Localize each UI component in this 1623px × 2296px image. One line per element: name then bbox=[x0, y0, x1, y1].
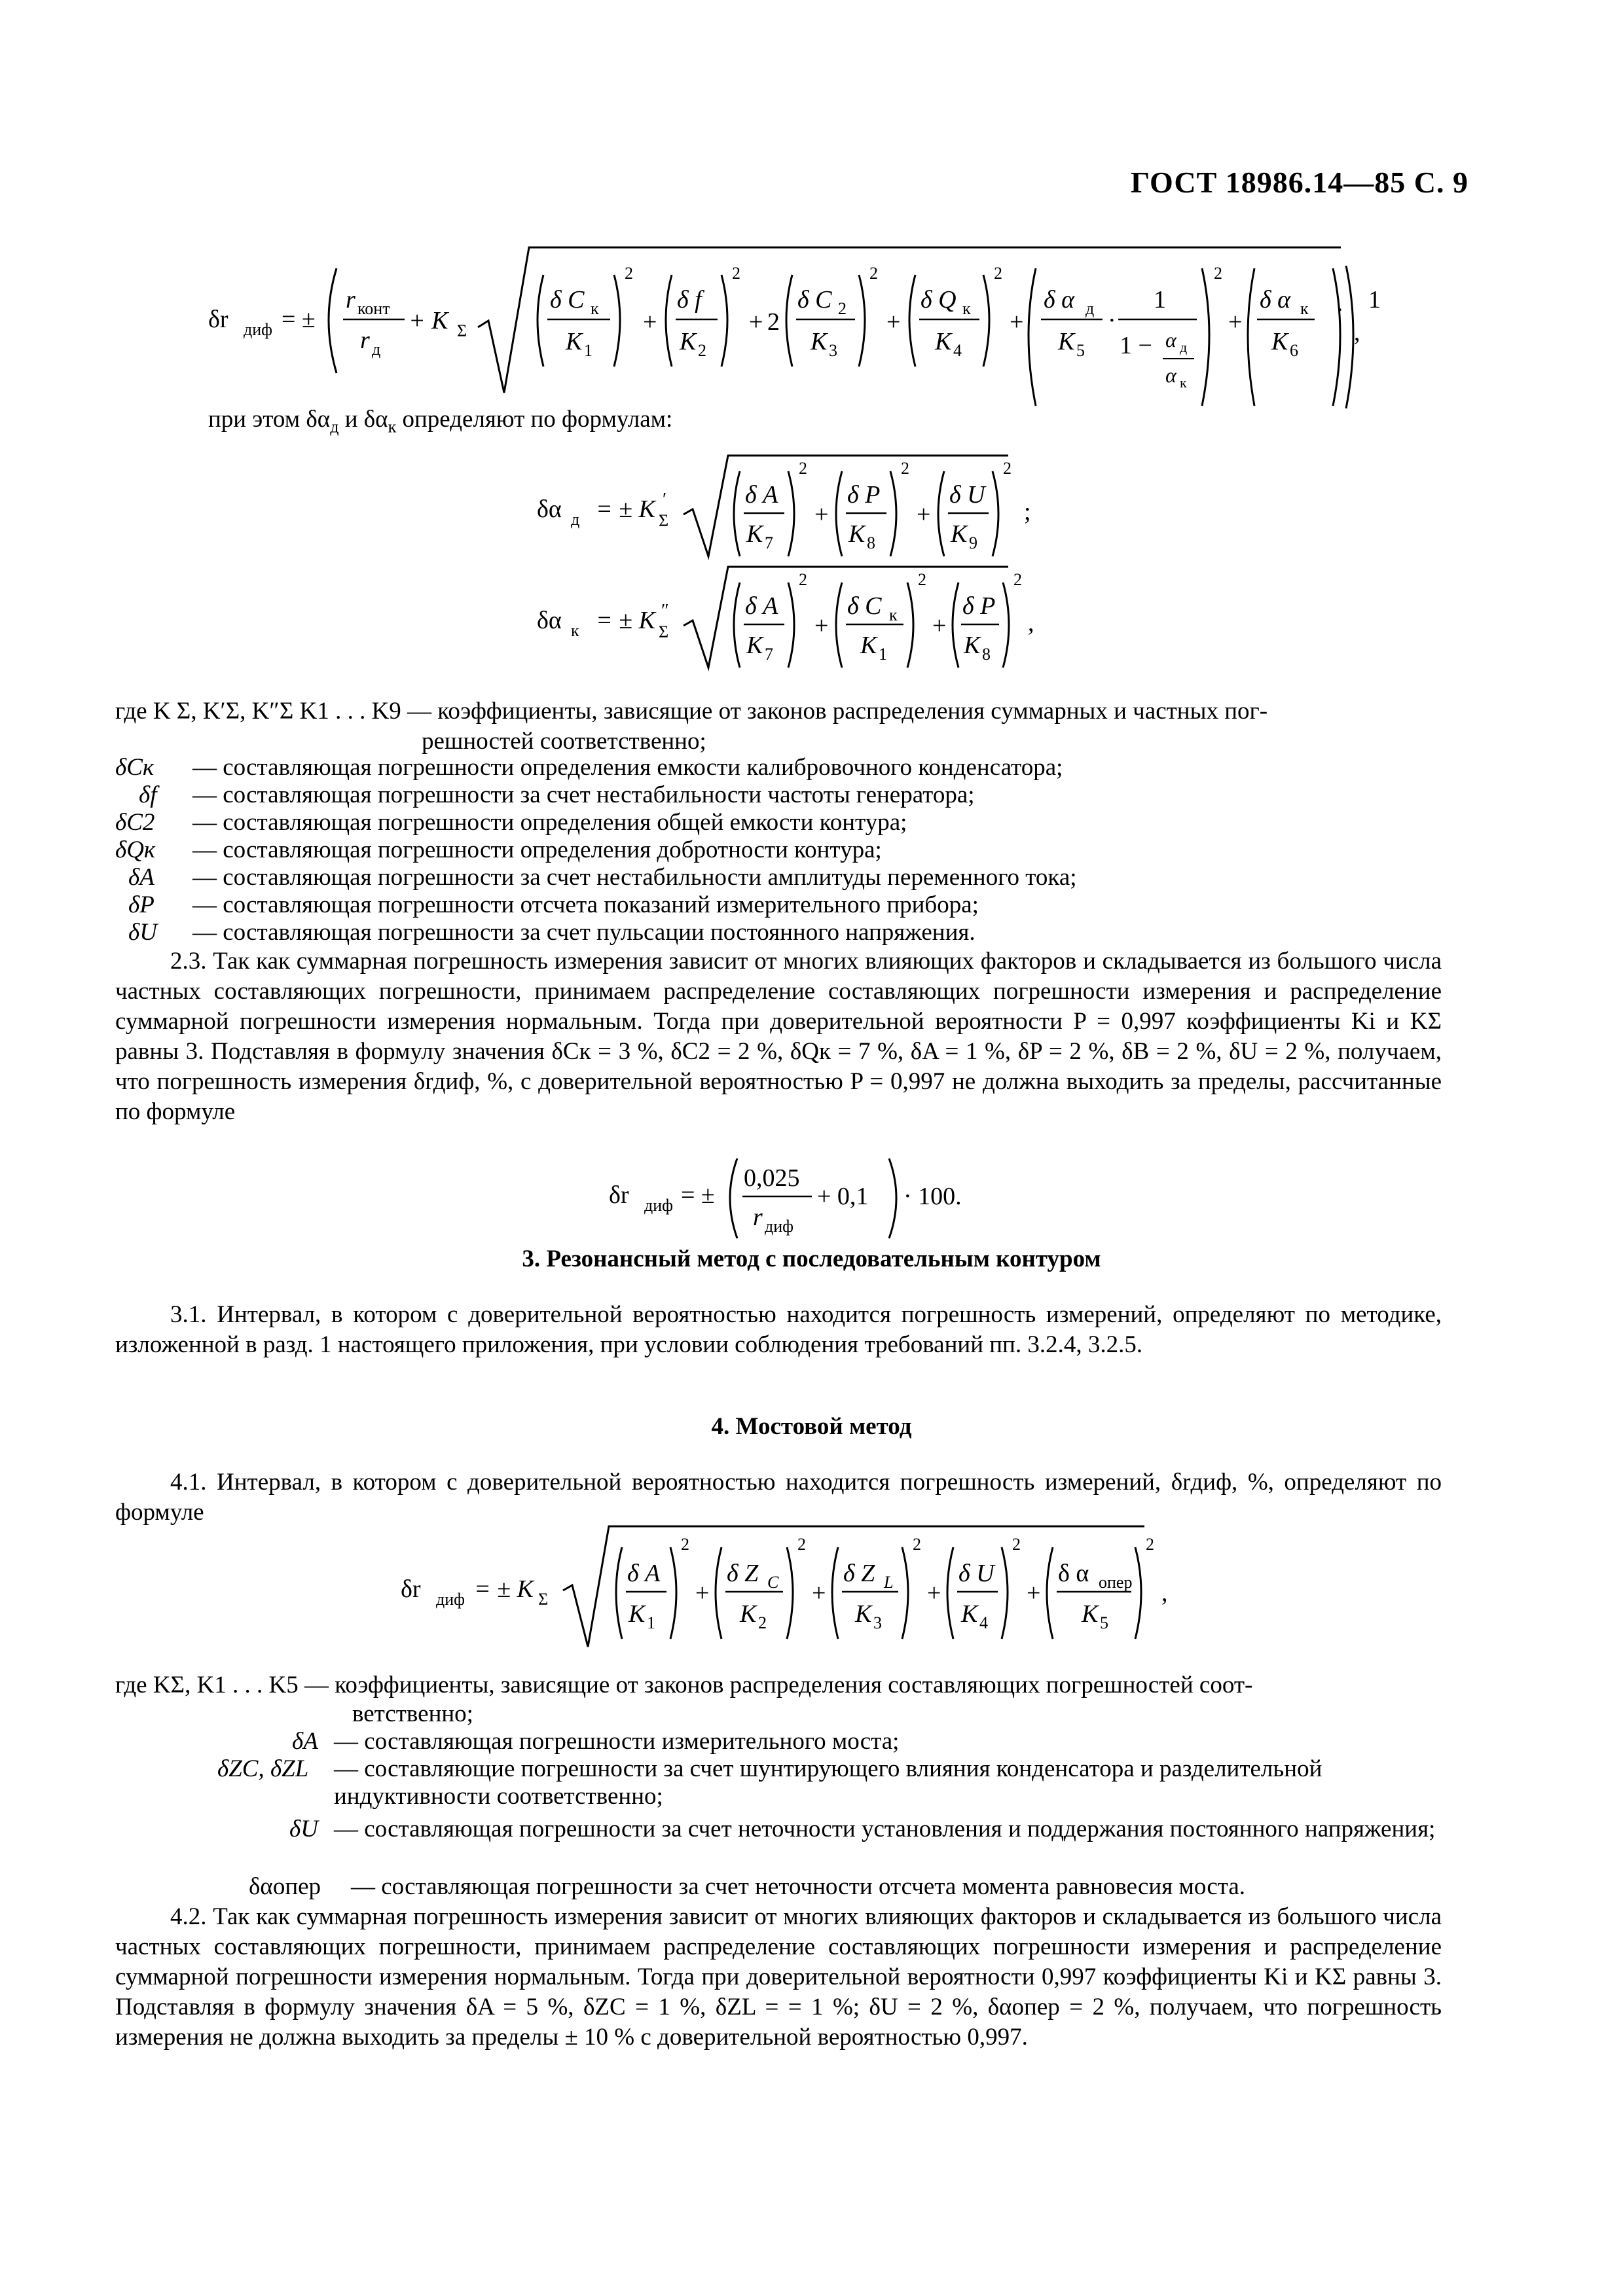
svg-text:2: 2 bbox=[1214, 264, 1222, 283]
svg-text:,: , bbox=[1161, 1579, 1168, 1607]
svg-text:+: + bbox=[643, 308, 657, 336]
svg-text:δr: δr bbox=[609, 1181, 629, 1209]
svg-text:2: 2 bbox=[918, 570, 926, 589]
svg-text:δ P: δ P bbox=[962, 592, 996, 620]
svg-text:конт: конт bbox=[357, 299, 390, 318]
svg-text:д: д bbox=[571, 510, 580, 529]
svg-text:к: к bbox=[591, 299, 599, 318]
svg-text:K: K bbox=[1082, 1600, 1099, 1628]
svg-text:+: + bbox=[886, 308, 901, 336]
svg-text:+: + bbox=[749, 308, 763, 336]
svg-text:″: ″ bbox=[661, 601, 669, 621]
defs2-lead-cont: ветственно; bbox=[352, 1700, 473, 1727]
svg-text:2: 2 bbox=[758, 1613, 767, 1632]
svg-text:′: ′ bbox=[663, 490, 667, 510]
svg-text:K: K bbox=[680, 328, 697, 355]
svg-text:к: к bbox=[1180, 374, 1187, 391]
svg-text:C: C bbox=[767, 1573, 779, 1592]
svg-text:к: к bbox=[962, 299, 971, 318]
svg-text:4: 4 bbox=[979, 1613, 988, 1632]
svg-text:K: K bbox=[1058, 328, 1075, 355]
svg-text:+: + bbox=[917, 501, 931, 528]
svg-text:δ P: δ P bbox=[847, 481, 881, 509]
svg-text:δ Q: δ Q bbox=[921, 286, 957, 314]
formula-delta-r-dif-1 bbox=[208, 242, 1374, 432]
svg-text:2: 2 bbox=[1013, 570, 1022, 589]
svg-text:2: 2 bbox=[901, 459, 909, 478]
svg-text:1: 1 bbox=[1368, 286, 1381, 314]
svg-text:δ U: δ U bbox=[949, 481, 985, 509]
svg-text:опер: опер bbox=[1099, 1573, 1133, 1592]
svg-text:2: 2 bbox=[799, 459, 807, 478]
svg-text:1: 1 bbox=[647, 1613, 655, 1632]
formula-delta-r-dif-2 bbox=[609, 1149, 1015, 1247]
defs1-lead-cont: решностей соответственно; bbox=[422, 728, 706, 755]
svg-text:диф: диф bbox=[244, 320, 272, 339]
svg-text:K: K bbox=[848, 520, 866, 548]
svg-text:K: K bbox=[935, 328, 952, 355]
svg-text:3: 3 bbox=[829, 341, 837, 360]
svg-text:+: + bbox=[1228, 308, 1243, 336]
svg-text:1: 1 bbox=[584, 341, 593, 360]
svg-text:2: 2 bbox=[1012, 1535, 1021, 1554]
svg-text:диф: диф bbox=[644, 1196, 673, 1215]
svg-text:·: · bbox=[1108, 307, 1116, 334]
svg-text:δ C: δ C bbox=[797, 286, 832, 314]
svg-text:1 −: 1 − bbox=[1120, 332, 1152, 359]
svg-text:2: 2 bbox=[625, 264, 633, 283]
svg-text:α: α bbox=[1165, 328, 1176, 351]
defs2-list: δA — составляющая погрешности измерительного моста; δZC, δZL — составляющие погрешности за счет шунтирующего влияния конденсатора и разделительной индуктивности соответственно; δU — составляющая погрешности за счет неточности установления и поддержания постоянного напряжения; δαопер — составляющая погрешности за счет неточности отсчета момента равновесия моста. bbox=[217, 1728, 1436, 1900]
svg-text:Σ: Σ bbox=[538, 1590, 549, 1609]
svg-text:K: K bbox=[855, 1600, 872, 1628]
svg-text:8: 8 bbox=[867, 533, 875, 552]
svg-text:δα: δα bbox=[537, 607, 562, 634]
svg-text:K: K bbox=[860, 632, 877, 659]
svg-text:+: + bbox=[812, 1579, 826, 1607]
svg-text:δ U: δ U bbox=[958, 1560, 994, 1587]
svg-text:·: · bbox=[1336, 296, 1344, 324]
svg-text:2: 2 bbox=[797, 1535, 806, 1554]
svg-text:5: 5 bbox=[1100, 1613, 1108, 1632]
svg-text:9: 9 bbox=[969, 533, 977, 552]
svg-text:K: K bbox=[1271, 328, 1288, 355]
svg-text:δ A: δ A bbox=[745, 592, 778, 620]
svg-text:δ Z: δ Z bbox=[843, 1560, 875, 1587]
svg-text:,: , bbox=[1354, 319, 1360, 346]
svg-text:+: + bbox=[1027, 1579, 1041, 1607]
svg-text:K: K bbox=[740, 1600, 757, 1628]
formula-delta-r-dif-3 bbox=[401, 1518, 1186, 1656]
svg-text:2: 2 bbox=[1003, 459, 1012, 478]
svg-text:2: 2 bbox=[869, 264, 878, 283]
f1-lhs: δr bbox=[208, 306, 228, 333]
paragraph-3-1: 3.1. Интервал, в котором с доверительной вероятностью находится погрешность измерений, определяют по методике, изложенной в разд. 1 настоящего приложения, при условии соблюдения требований пп. 3.2.4, 3.2.5. bbox=[115, 1301, 1442, 1358]
svg-text:r: r bbox=[753, 1204, 763, 1231]
svg-text:2: 2 bbox=[681, 1535, 689, 1554]
svg-text:к: к bbox=[889, 605, 898, 624]
defs1-lead: где K Σ, K′Σ, K″Σ K1 . . . K9 — коэффициенты, зависящие от законов распределения суммарных и частных пог- bbox=[115, 698, 1268, 725]
svg-text:,: , bbox=[1028, 609, 1034, 637]
svg-text:Σ: Σ bbox=[659, 622, 669, 641]
svg-text:2: 2 bbox=[767, 308, 780, 336]
svg-text:;: ; bbox=[1024, 498, 1031, 526]
svg-text:2: 2 bbox=[838, 299, 847, 318]
svg-text:к: к bbox=[1300, 299, 1309, 318]
svg-text:+: + bbox=[814, 501, 829, 528]
svg-text:8: 8 bbox=[982, 645, 991, 664]
svg-text:1: 1 bbox=[879, 645, 887, 664]
formula-1-term6-tail bbox=[1296, 288, 1427, 419]
svg-text:2: 2 bbox=[913, 1535, 921, 1554]
formula-delta-alpha-k bbox=[537, 563, 1048, 674]
svg-text:δ f: δ f bbox=[677, 286, 702, 314]
svg-text:2: 2 bbox=[1146, 1535, 1154, 1554]
svg-text:2: 2 bbox=[994, 264, 1002, 283]
svg-text:д: д bbox=[1180, 339, 1188, 355]
svg-text:δ Z: δ Z bbox=[727, 1560, 759, 1587]
svg-text:диф: диф bbox=[436, 1590, 465, 1609]
svg-text:= ± K: = ± K bbox=[474, 1575, 534, 1603]
section-4-title: 4. Мостовой метод bbox=[711, 1413, 912, 1440]
svg-text:д: д bbox=[1085, 299, 1095, 318]
section-3-title: 3. Резонансный метод с последовательным контуром bbox=[522, 1246, 1101, 1272]
svg-text:6: 6 bbox=[1290, 341, 1298, 360]
svg-text:δ α: δ α bbox=[1058, 1560, 1089, 1587]
svg-text:+: + bbox=[695, 1579, 710, 1607]
svg-text:= ± K: = ± K bbox=[596, 607, 655, 634]
svg-text:K: K bbox=[951, 520, 968, 548]
svg-text:K: K bbox=[746, 632, 763, 659]
svg-text:δ A: δ A bbox=[745, 481, 778, 509]
svg-text:K: K bbox=[811, 328, 828, 355]
svg-text:+ 0,1: + 0,1 bbox=[817, 1183, 869, 1210]
svg-text:0,025: 0,025 bbox=[744, 1164, 800, 1192]
paragraph-4-2: 4.2. Так как суммарная погрешность измерения зависит от многих влияющих факторов и складывается из большого числа частных составляющих погрешности, принимаем распределение составляющих погрешности измерения и распределение суммарной погрешности измерения нормальным. Тогда при доверительной вероятности 0,997 коэффициенты Ki и KΣ равны 3. Подставляя в формулу значения δA = 5 %, δZC = 1 %, δZL = = 1 %; δU = 2 %, δαопер = 2 %, получаем, что погрешность измерения не должна выходить за пределы ± 10 % с доверительной вероятностью 0,997. bbox=[115, 1903, 1442, 2051]
svg-text:7: 7 bbox=[765, 645, 773, 664]
svg-text:α: α bbox=[1165, 363, 1176, 387]
svg-text:K: K bbox=[964, 632, 981, 659]
svg-text:Σ: Σ bbox=[659, 511, 669, 530]
svg-text:2: 2 bbox=[698, 341, 706, 360]
svg-text:+: + bbox=[814, 612, 829, 639]
svg-text:5: 5 bbox=[1076, 341, 1085, 360]
defs2-lead: где KΣ, K1 . . . K5 — коэффициенты, зависящие от законов распределения составляющих погрешностей соот- bbox=[115, 1672, 1253, 1698]
svg-text:= ± K: = ± K bbox=[596, 495, 655, 523]
formula-1-intro: при этом $\delta\alpha_д$ и $\delta\alpha_к$ определяют по формулам: bbox=[208, 406, 673, 437]
svg-text:δr: δr bbox=[401, 1575, 421, 1603]
svg-text:7: 7 bbox=[765, 533, 773, 552]
svg-text:K: K bbox=[566, 328, 583, 355]
svg-text:диф: диф bbox=[765, 1217, 793, 1236]
svg-text:Σ: Σ bbox=[457, 321, 467, 340]
svg-text:K: K bbox=[961, 1600, 978, 1628]
svg-text:2: 2 bbox=[732, 264, 740, 283]
svg-text:δα: δα bbox=[537, 495, 562, 523]
formula-delta-alpha-d bbox=[537, 452, 1048, 563]
svg-text:4: 4 bbox=[953, 341, 962, 360]
svg-text:· 100.: · 100. bbox=[903, 1183, 962, 1210]
svg-text:r: r bbox=[346, 286, 356, 314]
svg-text:K: K bbox=[746, 520, 763, 548]
svg-text:L: L bbox=[884, 1573, 894, 1592]
svg-text:= ±: = ± bbox=[282, 306, 316, 333]
paragraph-2-3: 2.3. Так как суммарная погрешность измерения зависит от многих влияющих факторов и складывается из большого числа частных составляющих погрешности, принимаем распределение составляющих погрешности измерения и распределение суммарной погрешности измерения нормальным. Тогда при доверительной вероятности P = 0,997 коэффициенты Ki и KΣ равны 3. Подставляя в формулу значения δCк = 3 %, δC2 = 2 %, δQк = 7 %, δA = 1 %, δP = 2 %, δB = 2 %, δU = 2 %, получаем, что погрешность измерения δrдиф, %, с доверительной вероятностью P = 0,997 не должна выходить за пределы, рассчитанные по формуле bbox=[115, 948, 1442, 1125]
svg-text:2: 2 bbox=[799, 570, 807, 589]
svg-text:+ K: + K bbox=[409, 307, 448, 334]
svg-text:1: 1 bbox=[1154, 286, 1166, 314]
svg-text:δ C: δ C bbox=[550, 286, 585, 314]
svg-text:+: + bbox=[932, 612, 947, 639]
svg-text:K: K bbox=[629, 1600, 646, 1628]
paragraph-4-1: 4.1. Интервал, в котором с доверительной вероятностью находится погрешность измерений, δrдиф, %, определяют по формуле bbox=[115, 1469, 1442, 1526]
svg-text:+: + bbox=[927, 1579, 941, 1607]
svg-text:к: к bbox=[571, 621, 579, 640]
svg-text:δ α: δ α bbox=[1044, 286, 1075, 314]
svg-text:δ α: δ α bbox=[1260, 286, 1291, 314]
svg-text:δ A: δ A bbox=[627, 1560, 661, 1587]
page-header: ГОСТ 18986.14—85 С. 9 bbox=[1130, 166, 1468, 199]
svg-text:+: + bbox=[1010, 308, 1024, 336]
svg-text:δ C: δ C bbox=[847, 592, 882, 620]
svg-text:= ±: = ± bbox=[681, 1181, 715, 1209]
svg-text:r: r bbox=[360, 327, 370, 354]
defs1-list: δCк — составляющая погрешности определения емкости калибровочного конденсатора; δf — составляющая погрешности за счет нестабильности частоты генератора; δC2 — составляющая погрешности определения общей емкости контура; δQк — составляющая погрешности определения добротности контура; δA — составляющая погрешности за счет нестабильности амплитуды переменного тока; δP — составляющая погрешности отсчета показаний измерительного прибора; δU — составляющая погрешности за счет пульсации постоянного напряжения. bbox=[115, 754, 1077, 946]
svg-text:3: 3 bbox=[873, 1613, 882, 1632]
svg-text:д: д bbox=[372, 340, 381, 359]
